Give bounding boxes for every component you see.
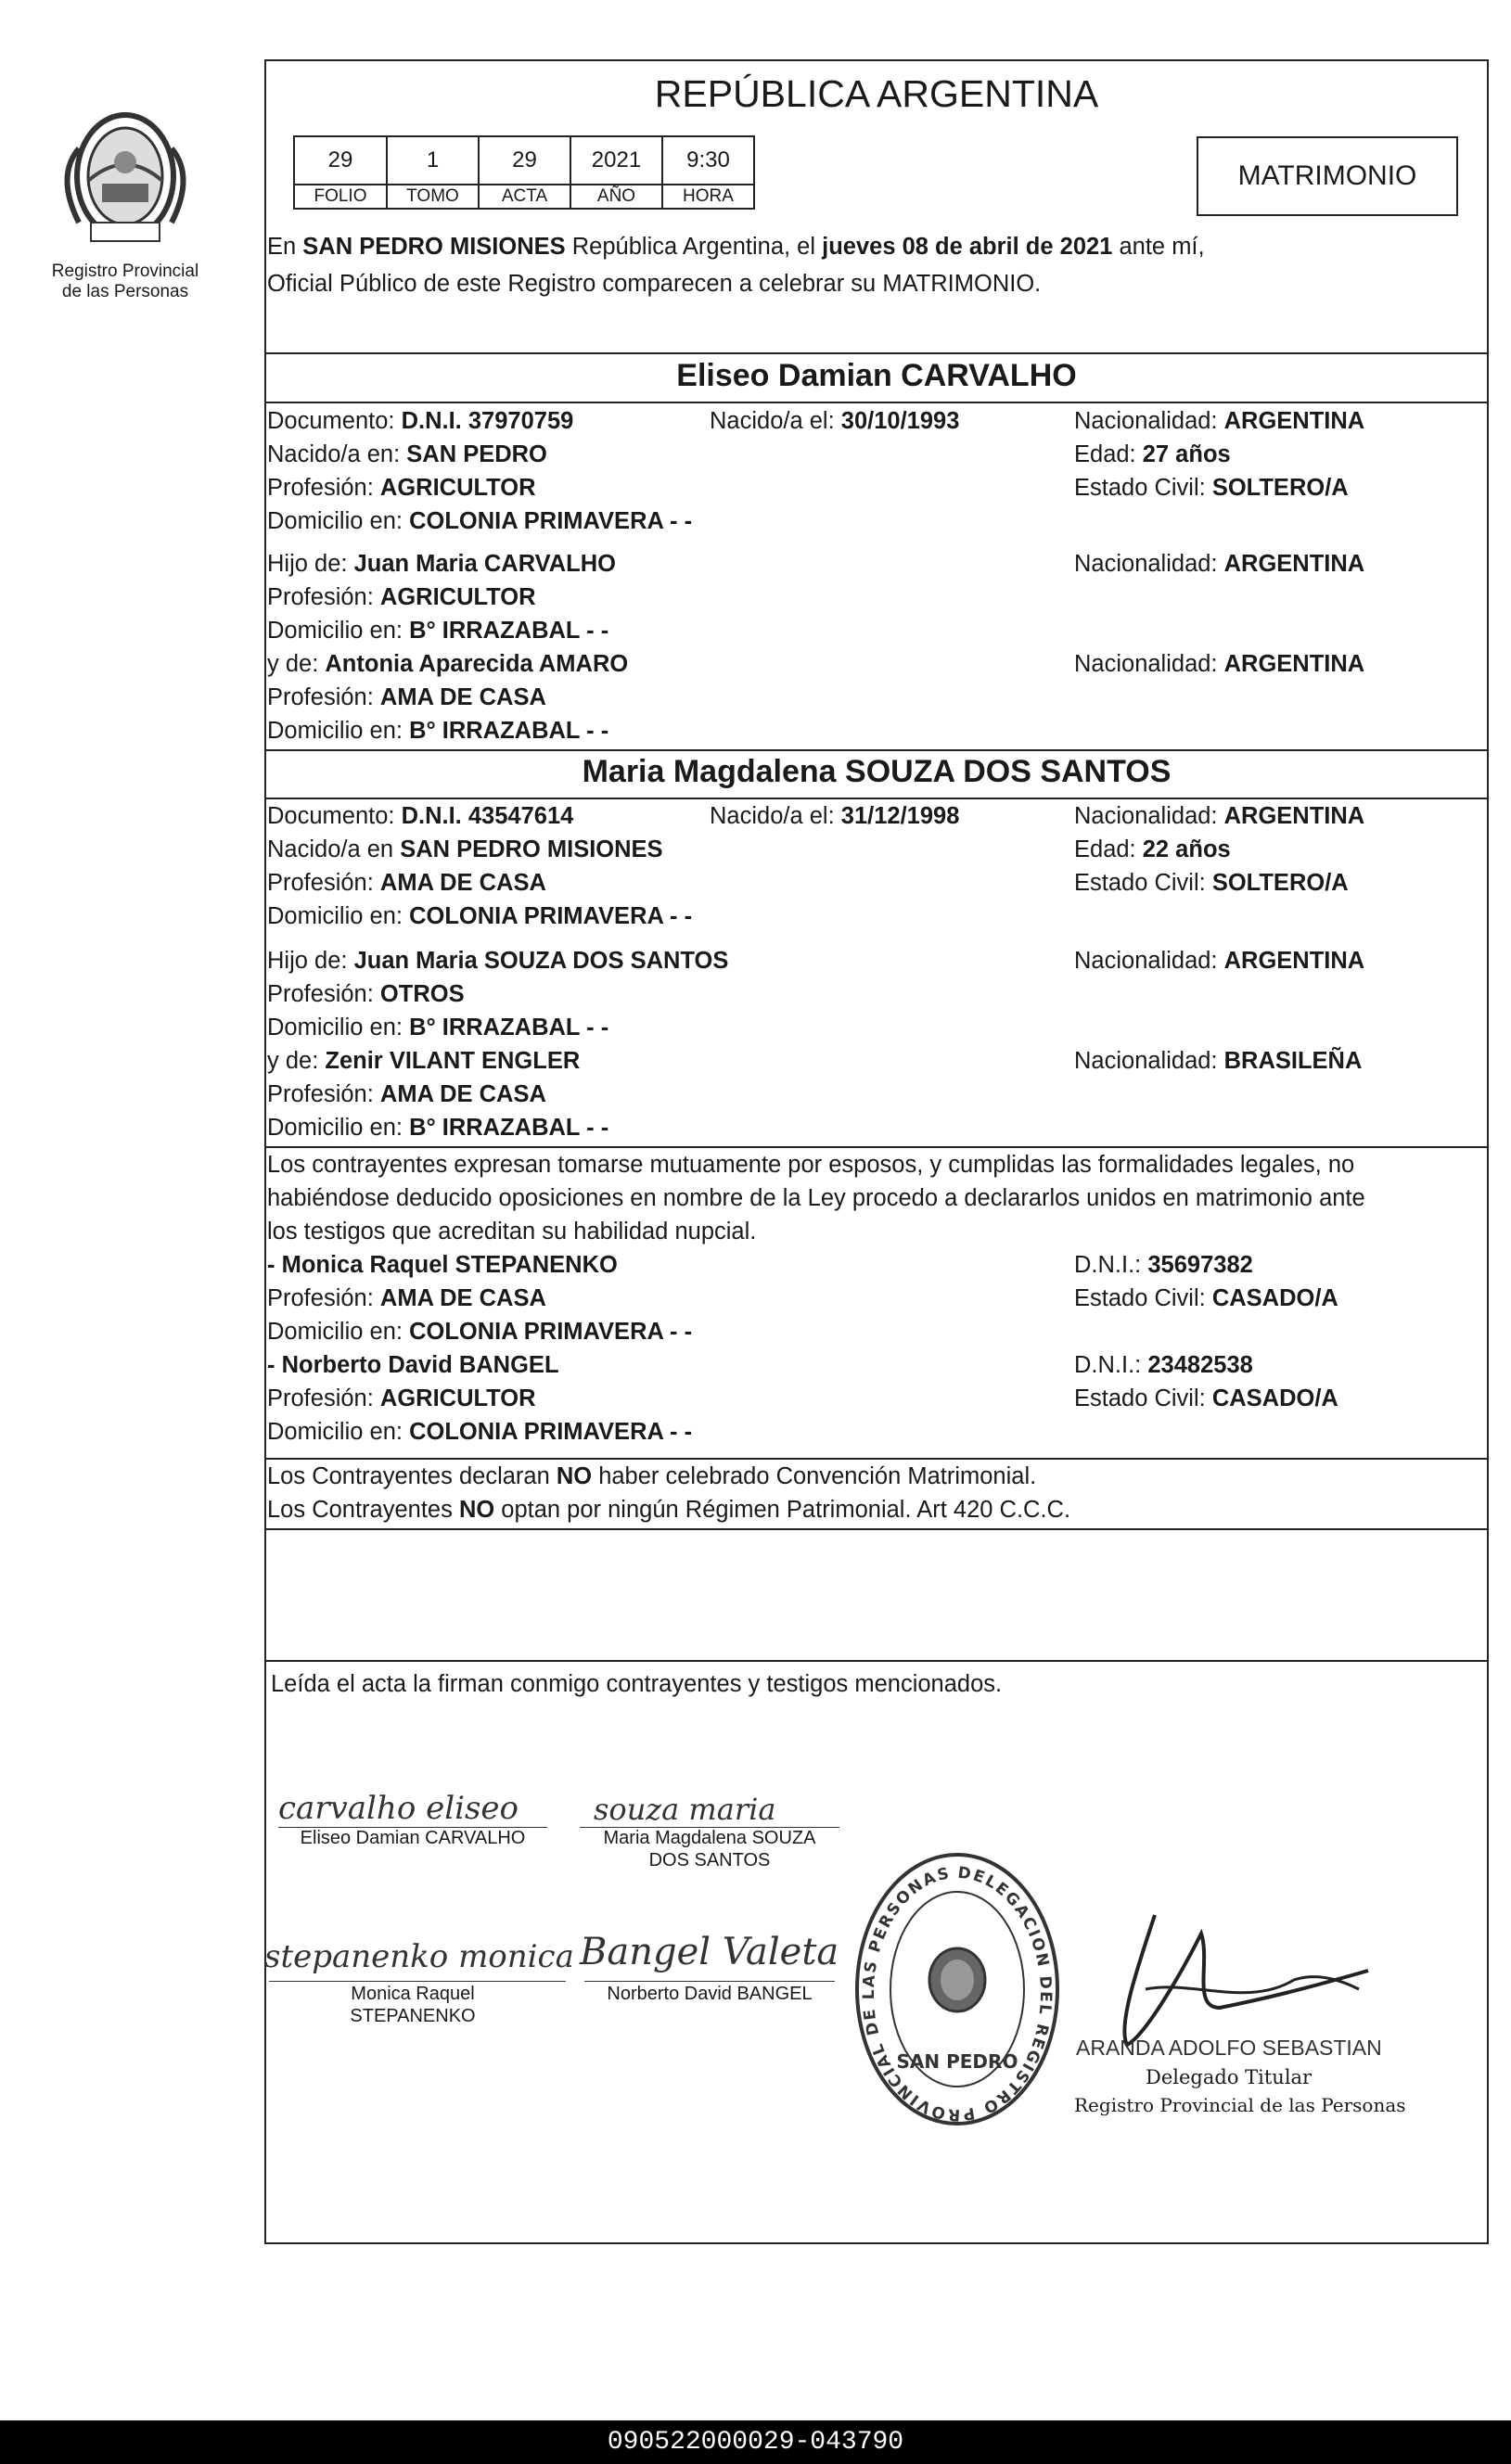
spouse1-father-profession: Profesión: AGRICULTOR [267,584,536,610]
convention-line-2: Los Contrayentes NO optan por ningún Régimen Patrimonial. Art 420 C.C.C. [267,1497,1071,1523]
witness1-dni: D.N.I.: 35697382 [1074,1252,1253,1278]
spouse1-mother-address: Domicilio en: B° IRRAZABAL - - [267,718,609,744]
witness1-address: Domicilio en: COLONIA PRIMAVERA - - [267,1319,693,1345]
spouse1-father: Hijo de: Juan Maria CARVALHO [267,551,617,577]
signature-caption-spouse2: Maria Magdalena SOUZA DOS SANTOS [603,1828,816,1870]
acta-value: 29 [479,136,570,185]
spouse2-profession: Profesión: AMA DE CASA [267,870,546,896]
official-stamp [853,1850,1062,2128]
witness2-address: Domicilio en: COLONIA PRIMAVERA - - [267,1419,693,1445]
spouse1-mother-nationality: Nacionalidad: ARGENTINA [1074,651,1365,677]
logo-caption: Registro Provincial de las Personas [51,262,199,301]
spouse2-mother-address: Domicilio en: B° IRRAZABAL - - [267,1115,609,1141]
spouse2-birthdate: Nacido/a el: 31/12/1998 [710,803,960,829]
hora-label: HORA [662,185,754,209]
spouse2-mother-nationality: Nacionalidad: BRASILEÑA [1074,1048,1363,1074]
spouse1-civil-status: Estado Civil: SOLTERO/A [1074,475,1349,501]
signature-spouse2: souza maria [594,1792,776,1827]
signature-witness1: stepanenko monica [264,1938,574,1975]
divider [264,402,1489,403]
spouse1-profession: Profesión: AGRICULTOR [267,475,536,501]
convention-line-1: Los Contrayentes declaran NO haber celebrado Convención Matrimonial. [267,1463,1037,1489]
spouse2-father: Hijo de: Juan Maria SOUZA DOS SANTOS [267,948,729,974]
witness2-name: - Norberto David BANGEL [267,1352,559,1378]
spouse2-mother-profession: Profesión: AMA DE CASA [267,1081,546,1107]
intro-line-1: En SAN PEDRO MISIONES República Argentina, el jueves 08 de abril de 2021 ante mí, [267,234,1205,260]
official-org: Registro Provincial de las Personas [1074,2094,1406,2116]
acta-label: ACTA [479,185,570,209]
declaration-line-3: los testigos que acreditan su habilidad nupcial. [267,1219,757,1245]
spouse2-father-profession: Profesión: OTROS [267,981,465,1007]
spouse1-birthdate: Nacido/a el: 30/10/1993 [710,408,960,434]
spouse1-birthplace: Nacido/a en: SAN PEDRO [267,441,547,467]
folio-value: 29 [294,136,387,185]
divider [264,749,1489,751]
signature-witness2: Bangel Valeta [580,1931,839,1973]
spouse1-nationality: Nacionalidad: ARGENTINA [1074,408,1365,434]
divider [264,1660,1489,1662]
witness1-profession: Profesión: AMA DE CASA [267,1285,546,1311]
spouse2-age: Edad: 22 años [1074,836,1231,862]
svg-text:SAN PEDRO: SAN PEDRO [896,2050,1018,2073]
closing-text: Leída el acta la firman conmigo contrayentes y testigos mencionados. [271,1671,1003,1697]
tomo-label: TOMO [387,185,479,209]
spouse2-name: Maria Magdalena SOUZA DOS SANTOS [582,754,1172,789]
record-type-box: MATRIMONIO [1197,136,1458,216]
tomo-value: 1 [387,136,479,185]
official-name: ARANDA ADOLFO SEBASTIAN [1076,2036,1382,2060]
witness1-civil-status: Estado Civil: CASADO/A [1074,1285,1338,1311]
spouse1-father-address: Domicilio en: B° IRRAZABAL - - [267,618,609,644]
witness2-dni: D.N.I.: 23482538 [1074,1352,1253,1378]
province-seal-icon [37,93,213,260]
folio-label: FOLIO [294,185,387,209]
registry-stamp-icon [853,1850,1062,2128]
spouse2-nationality: Nacionalidad: ARGENTINA [1074,803,1365,829]
spouse2-father-nationality: Nacionalidad: ARGENTINA [1074,948,1365,974]
document-code-bar: 090522000029-043790 [0,2420,1511,2464]
divider [264,1528,1489,1530]
spouse2-address: Domicilio en: COLONIA PRIMAVERA - - [267,903,693,929]
record-id-table [293,135,755,210]
province-logo [37,93,213,260]
hora-value: 9:30 [662,136,754,185]
anio-label: AÑO [570,185,662,209]
witness2-profession: Profesión: AGRICULTOR [267,1385,536,1411]
spouse2-father-address: Domicilio en: B° IRRAZABAL - - [267,1015,609,1040]
svg-text:DELEGACION DEL REGISTRO PROVIN: DELEGACION DEL REGISTRO PROVINCIAL DE LAS PERSONAS [859,1863,1056,2125]
spouse1-father-nationality: Nacionalidad: ARGENTINA [1074,551,1365,577]
declaration-line-2: habiéndose deducido oposiciones en nombre de la Ley procedo a declararlos unidos en matrimonio ante [267,1185,1365,1211]
declaration-line-1: Los contrayentes expresan tomarse mutuamente por esposos, y cumplidas las formalidades legales, no [267,1152,1355,1178]
signature-caption-witness1: Monica Raquel STEPANENKO [350,1984,476,2026]
page-title: REPÚBLICA ARGENTINA [654,72,1099,115]
spouse2-birthplace: Nacido/a en SAN PEDRO MISIONES [267,836,663,862]
divider [264,352,1489,354]
spouse1-name: Eliseo Damian CARVALHO [676,358,1077,393]
spouse1-documento: Documento: D.N.I. 37970759 [267,408,574,434]
spouse1-age: Edad: 27 años [1074,441,1231,467]
spouse2-civil-status: Estado Civil: SOLTERO/A [1074,870,1349,896]
signature-caption-spouse1: Eliseo Damian CARVALHO [300,1828,526,1848]
spouse2-mother: y de: Zenir VILANT ENGLER [267,1048,581,1074]
witness1-name: - Monica Raquel STEPANENKO [267,1252,618,1278]
spouse1-mother: y de: Antonia Aparecida AMARO [267,651,629,677]
anio-value: 2021 [570,136,662,185]
signature-spouse1: carvalho eliseo [278,1790,519,1827]
spouse1-address: Domicilio en: COLONIA PRIMAVERA - - [267,508,693,534]
signature-caption-witness2: Norberto David BANGEL [607,1984,813,2004]
intro-line-2: Oficial Público de este Registro comparecen a celebrar su MATRIMONIO. [267,271,1042,297]
official-role: Delegado Titular [1146,2066,1313,2088]
spouse1-mother-profession: Profesión: AMA DE CASA [267,684,546,710]
spouse2-documento: Documento: D.N.I. 43547614 [267,803,574,829]
witness2-civil-status: Estado Civil: CASADO/A [1074,1385,1338,1411]
